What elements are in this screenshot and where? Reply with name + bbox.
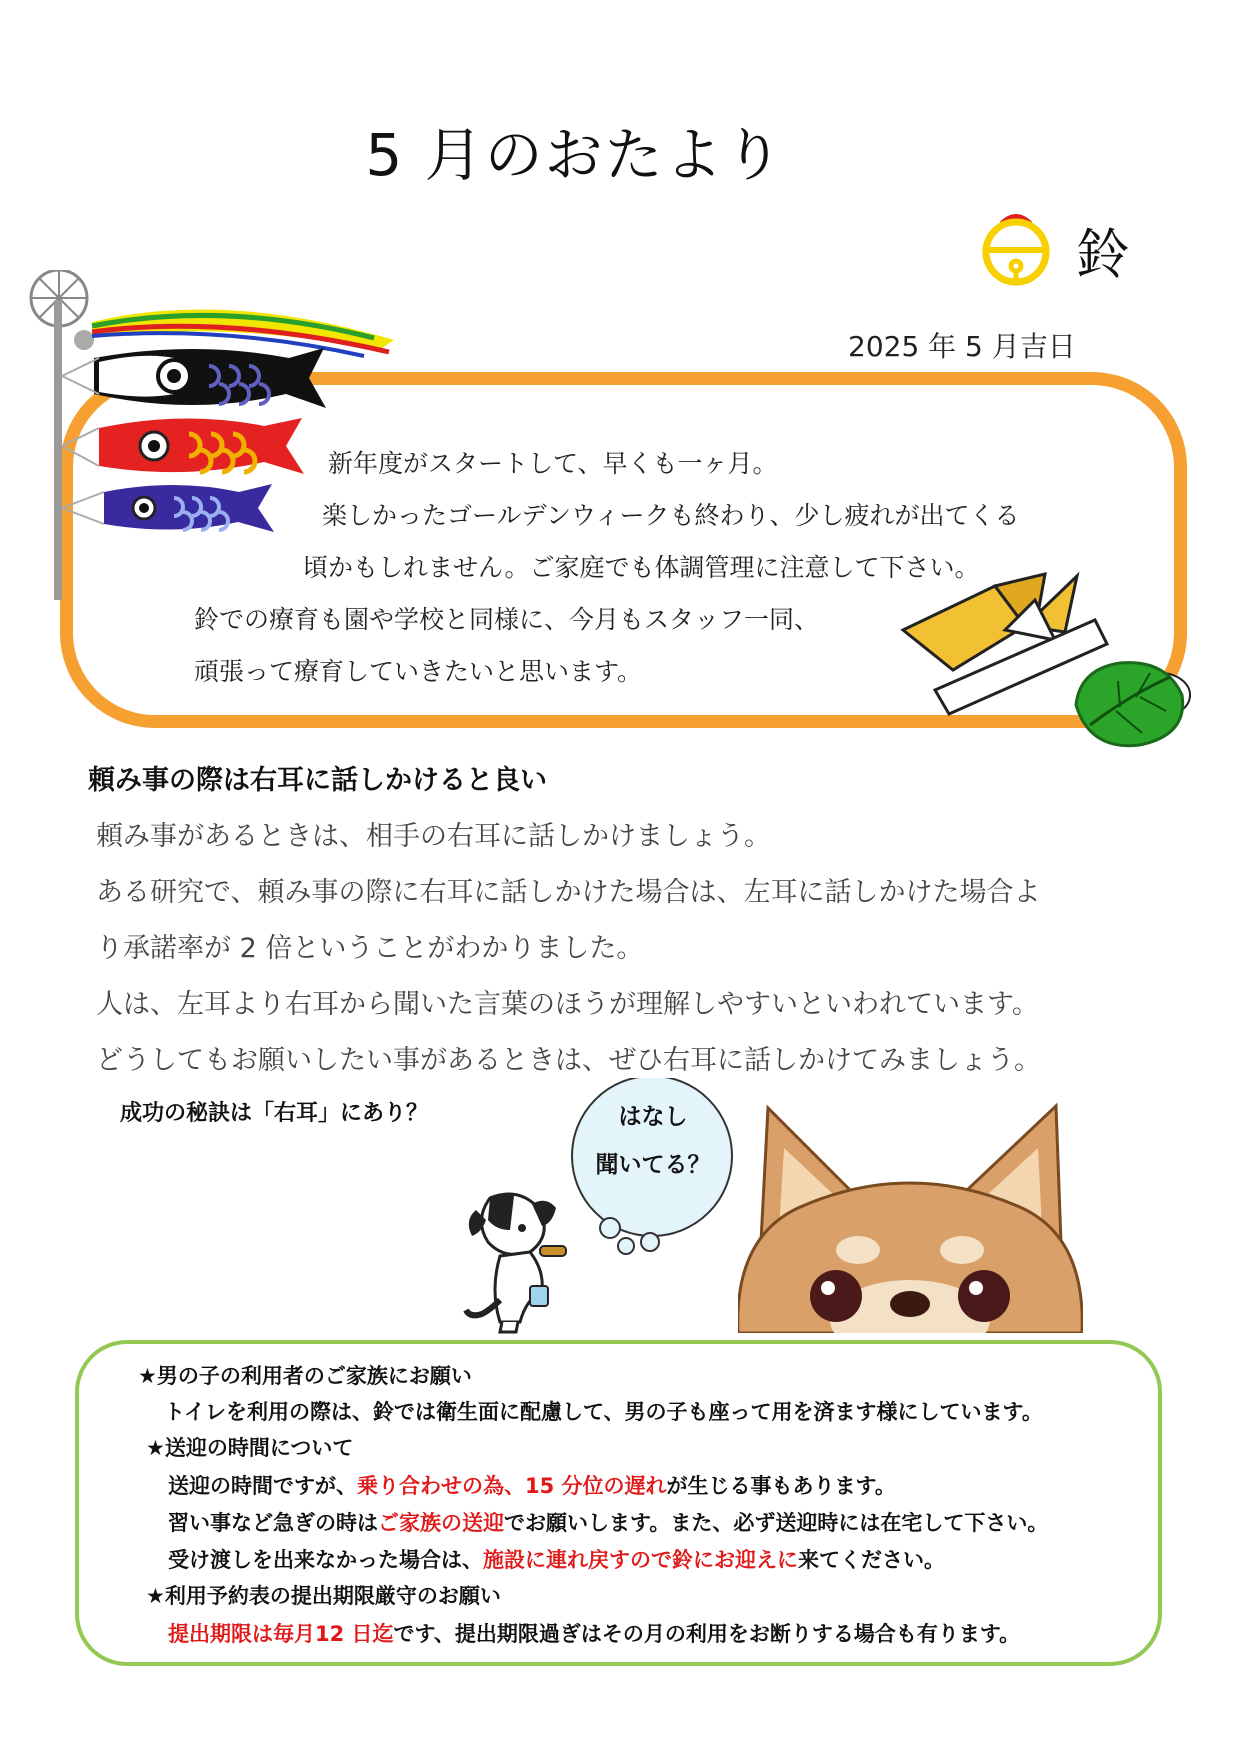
kashiwa-leaf-illustration (1070, 655, 1210, 755)
issue-date: 2025 年 5 月吉日 (848, 330, 1076, 363)
bubble-text: はなし (618, 1104, 688, 1130)
dog-illustration (460, 1190, 590, 1340)
greeting-line: 鈴での療育も園や学校と同様に、今月もスタッフ一同、 (194, 605, 820, 634)
notice-text-part: です、提出期限過ぎはその月の利用をお断りする場合も有ります。 (393, 1622, 1021, 1646)
notice-text-part: でお願いします。また、必ず送迎時には在宅して下さい。 (504, 1511, 1049, 1535)
greeting-line: 新年度がスタートして、早くも一ヶ月。 (328, 449, 778, 478)
notice-text (168, 1618, 1020, 1648)
article-subhead: 成功の秘訣は「右耳」にあり？ (120, 1101, 429, 1126)
notice-heading: ★送迎の時間について (146, 1436, 354, 1460)
notice-text-part: 習い事など急ぎの時は (168, 1511, 378, 1535)
article-line: り承諾率が 2 倍ということがわかりました。 (96, 933, 644, 964)
greeting-line: 楽しかったゴールデンウィークも終わり、少し疲れが出てくる (322, 501, 1020, 530)
shiba-dog-illustration (738, 1098, 1083, 1333)
notice-emphasis: ご家族の送迎 (378, 1511, 504, 1535)
notice-emphasis: 乗り合わせの為、15 分位の遅れ (357, 1474, 667, 1498)
article-title: 頼み事の際は右耳に話しかけると良い (88, 765, 547, 796)
notice-heading: ★利用予約表の提出期限厳守のお願い (146, 1584, 501, 1608)
notice-text (168, 1470, 896, 1500)
bell-icon (978, 210, 1054, 286)
article-line: どうしてもお願いしたい事があるときは、ぜひ右耳に話しかけてみましょう。 (96, 1045, 1041, 1076)
article-line: 人は、左耳より右耳から聞いた言葉のほうが理解しやすいといわれています。 (96, 989, 1039, 1020)
bubble-text: 聞いてる？ (595, 1152, 711, 1178)
notice-text: トイレを利用の際は、鈴では衛生面に配慮して、男の子も座って用を済ます様にしています。 (164, 1400, 1043, 1424)
notice-emphasis: 施設に連れ戻すので鈴にお迎えに (483, 1548, 798, 1572)
brand-name: 鈴 (1076, 223, 1130, 286)
notice-heading: ★男の子の利用者のご家族にお願い (138, 1364, 472, 1388)
article-line: ある研究で、頼み事の際に右耳に話しかけた場合は、左耳に話しかけた場合よ (96, 877, 1041, 908)
notice-text-part: 来てください。 (798, 1548, 945, 1572)
article-line: 頼み事があるときは、相手の右耳に話しかけましょう。 (96, 821, 771, 852)
notice-text-part: 受け渡しを出来なかった場合は、 (168, 1548, 483, 1572)
notice-text-part: が生じる事もあります。 (666, 1474, 896, 1498)
page-title: 5 月のおたより (365, 121, 785, 189)
notice-text (168, 1507, 1048, 1537)
notice-text-part: 送迎の時間ですが、 (168, 1474, 357, 1498)
greeting-line: 頃かもしれません。ご家庭でも体調管理に注意して下さい。 (303, 553, 980, 582)
notice-emphasis: 提出期限は毎月12 日迄 (168, 1622, 394, 1646)
greeting-line: 頑張って療育していきたいと思います。 (194, 657, 643, 686)
notice-text (168, 1544, 945, 1574)
